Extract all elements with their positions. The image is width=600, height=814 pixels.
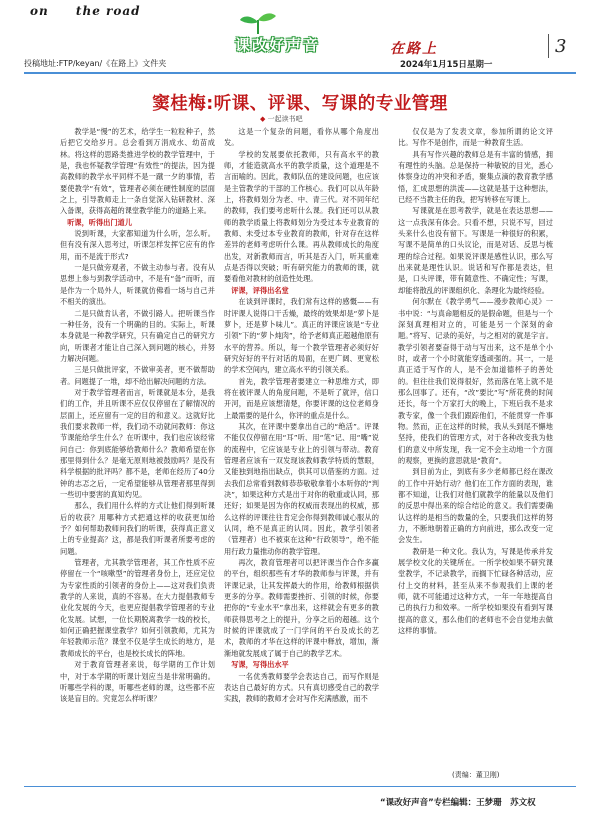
article-byline <box>260 114 303 124</box>
footer-rule <box>24 786 576 787</box>
english-logo <box>30 4 141 18</box>
submission-address: 投稿地址:FTP/keyan/《在路上》文件夹 <box>24 59 167 68</box>
page-number: 3 <box>555 36 567 57</box>
logo-word-the-road: the road <box>75 4 141 18</box>
paragraph: 具有写作兴趣的教师总是有丰富的情感，拥有理性的头脑。总是保持一种敏锐的目光，悉心体察身边的冲突和矛盾，聚集点滴的教育教学感悟，汇成思想的洪流——这就是基于这种想法，已经不当教主任的我，把写转移在写课上。 <box>398 149 553 205</box>
paragraph: 教学是“慢”的艺术，给学生一粒粒种子，然后把它交给岁月。总会看到万涓成水、幼苗成林。将这样的思路类推进学校的教学管理中，于是，我也怀疑教学管理“有效性”的提法，因为提高教师的教学水平同样不是一蹴一夕的事情，若要使教学“有效”，管理者必须在硬性制度的层面之上，引导教师走上一条自觉深入钻研教材、深入备课，获得高超的课堂教学能力的道路上来。 <box>60 127 215 216</box>
paragraph: 对于教学管理者而言，听课就是本分，是我们的工作，并且听课不应仅仅停留在了解情况的层面上，还应留有一定的目的和意义。这就好比我们要求教师一样，我们动不动就问教师：你这节课能给学生什么？在听课中，我们也应该经常问自己：你到底能够给教师什么？教师希望在你那里得到什么？是毫无原则地被鼓励吗？是没有科学根据的批评吗？都不是，老师在经历了40分钟的志忑之后，一定希望能够从管理者那里得到一些切中要害的真知灼见。 <box>60 387 215 499</box>
paragraph: 写课就是在思考教学，就是在表达思想——这一点我深有体会。只看不想，只说不写，回过头来什么也没有留下。写课是一种很好的积累，写课不是简单的口头议论，而是对话、反思与梳理的综合过程。如果说评课是感性认识，那么写出来就是理性认识。说话和写作都是表达，但是，口头评课，带有随意性、不确定性；写课，却能将散乱的评课组织化、条理化为最终经验。 <box>398 206 553 295</box>
paragraph: 这是一个复杂的问题，看你从哪个角度出发。 <box>224 127 379 148</box>
article-column-2 <box>224 126 379 705</box>
paragraph: 何尔默在《教学勇气——漫步教师心灵》一书中说：“与真命题相反的是假命题，但是与一个深刻真理相对立的，可能是另一个深刻的命题。”将写、记录的美好，与之相对的就是字言。教学引领者要奋得于动与写出来，这不是单个小时，或者一个小时就能穿透顽强的。其一，一是真正适于写作的人，是不会加道德杯子的善处的。但往往我们说得很好，然而落在笔上就不是那么回事了。还有，“改”要比“写”所花费的时间还长，每一个万家打大的晚上，下班后我不是求教专家，像一个我们跟踪他们，不能贯穿一件事物。然而，正在这样的时候，我从头到尾不懈地坚持，使我们的管理方式，对于各种改变我为他们的意义中所发现，我一定不会主动地一个方面的观察，更换的意思就是“教育”。 <box>398 297 553 465</box>
paragraph: 说到听课，大家都知道为什么听，怎么听。但有没有深入思考过，听课怎样发挥它应有的作用，而不是流于形式? <box>60 229 215 261</box>
article-column-1 <box>60 126 215 705</box>
star-icon: ◆ <box>260 115 266 123</box>
section-heading: 写课，写得出水平 <box>231 660 289 670</box>
paragraph: 二是只做肯认者，不做引路人。把听课当作一种任务，没有一个明确的目的。实际上，听课本身就是一种教学研究，只有确定自己的研究方向，听课者才能让自己深入到问题的核心，并努力解决问题。 <box>60 308 215 363</box>
issue-date: 2024年1月15日星期一 <box>400 60 493 70</box>
paragraph: 三是只做批评家，不做审美者，更不做帮助者。问题提了一堆，却不给出解决问题的方法。 <box>60 365 215 386</box>
paragraph: 再次，教育管理者可以把评课当作合作多赢的平台，组织那些有才华的教师参与评课，并有评课记录，让其发挥最大的作用，给教师根据供更多的分享。教师需要挫折、引领的时候，你要把你的“专业水平”拿出来，这样就会有更多的教师获得思考之上的提升，分享之后的超越。这个时候的评课就成了一门学问的平台及成长的艺术，教师的才华在这样的评课中释放，增加，渐渐地就发展成了属于自己的教学艺术。 <box>224 558 379 658</box>
masthead: 在路上 <box>390 41 438 57</box>
page-number-divider <box>548 34 549 58</box>
article-headline: 窦桂梅:听课、评课、写课的专业管理 <box>152 94 448 114</box>
paragraph: 教研是一种文化。我认为，写课是传承并发展学校文化的关键所在。一所学校如果不研究课堂教学，不记录教学，而搁下忙碌各种活动，应付上交的材料，甚至从来不参观我们上课的老师，就不可能通过这种方式，一年一年地提高自己的执行力和效率。一所学校如果没有看到写课提高的意义，那么他们的老师也不会自觉地去做这样的事情。 <box>398 546 553 636</box>
paragraph: 那么，我们用什么样的方式让他们得到听课后的收获？用哪种方式把通这样的收获更加给予？如何帮助教师问我们的听课，获得真正意义上的专业提高？这，都是我们听课者所要考虑的问题。 <box>60 501 215 556</box>
article-column-3 <box>398 126 553 636</box>
byline-text: 一起读书吧 <box>267 115 303 123</box>
column-editors: “课改好声音”专栏编辑：王梦珊 苏文权 <box>380 798 536 808</box>
paragraph: 管理者，尤其教学管理者，其工作性质不应停留在一个“咳嗽型”的管理者身份上，还应定位为专家性质的引领者的身份上——这对我们负责教学的人来说，真的不容易。在大力提倡教师专业化发展的今天，也更应提倡教学管理者的专业化发展。试想，一位长期脱离教学一线的校长，如何正确把握课堂教学？如何引领教师，尤其为年轻教师示范？课堂不仅是学生成长的地方，是教师成长的平台，也是校长成长的阵地。 <box>60 558 215 658</box>
header-rule <box>24 72 576 74</box>
paragraph: 到目前为止，到底有多少老师都已经在课改的工作中开始行动？他们在工作方面的表现，谁都不知道，让我们对他们就教学的能量以及他们的反思中得出来的综合结论的意义。我们需要确认这样的是相当的数量的全，只要我们这样的努力，不断地朝着正确的方向前进，那么改变一定会发生。 <box>398 467 553 545</box>
sprout-icon <box>238 10 278 34</box>
paragraph: 在谈到评课时，我们常有这样的感慨——有时评课人说得口干舌燥，最终的效果却是“萝卜是萝卜，还是萝卜味儿”。真正的评课应该是“专业引领”下的“萝卜炖肉”，给予老师真正超越他原有水平的营养。所以，每一个教学管理者必须好好研究好好的平行对话的局面，在更广阔、更宽松的学术空间内，建立高水平的引领关系。 <box>224 297 379 375</box>
paragraph: 一是只做旁观者，不做主动参与者。没有从思想上参与到教学活动中，不是有“备”而听，而是作为一个局外人，听课就仿佛看一场与自己并不相关的演出。 <box>60 263 215 307</box>
page-header <box>0 0 600 78</box>
column-title: 课改好声音 <box>235 36 321 54</box>
section-heading: 评课，评得出名堂 <box>231 285 289 295</box>
paragraph: 一名优秀教师要学会表达自己，而写作则是表达自己最好的方式。只有真切感受自己的教学实践，教师的教师才会对写作充满感激，而不 <box>224 671 379 704</box>
paragraph: 对于教育管理者来说，每学期的工作计划中，对于本学期的听课计划应当是非常明确的。听哪些学科的课，听哪些老师的课，这些都不应该是盲目的。究竟怎么样听课？ <box>60 660 215 704</box>
editor-credit: (责编：董卫刚) <box>452 771 500 779</box>
paragraph: 仅仅是为了发表文章，参加所谓的论文评比。写作不是创作，而是一种教育生活。 <box>398 127 553 148</box>
logo-word-on: on <box>30 4 49 18</box>
paragraph: 学校的发展要依托教师，只有高水平的教师，才能造就高水平的教学质量，这个道理是不言而喻的。因此，教师队伍的建设问题，也应该是主管教学的干部的工作核心。我们可以从年龄上，将教师划分为老、中、青三代。对不同年纪的教师，我们要考虑听什么课。我们还可以从教师的教学质量上将教师划分为受过本专业教育的教师、未受过本专业教育的教师，针对存在这样差异的老师考虑听什么课。再从教师成长的角度出发，对新教师而言，听其是否入门，听其重难点是否得以突破；听有研究能力的教师的课，就要看他对教材的创造性处理。 <box>224 149 379 284</box>
paragraph: 首先，教学管理者要建立一种思维方式，即将在被评课人的角度问题，不是听了就评，信口开河，而是应该想清楚，你要评课的这位老师身上最需要的是什么，你评的重点是什么。 <box>224 376 379 420</box>
section-heading: 听课，听得出门道儿 <box>67 217 132 227</box>
paragraph: 其次，在评课中要拿出自己的“绝活”。评课不能仅仅停留在用“耳”听、用“笔”记、用“嘴”说的流程中，它应该是专业上的引领与带动。教育管理者应该有一双发现该教师教学特质的慧眼，又能独到地指出缺点，供其可以借鉴的方面。过去我们总常看到教师恭恭敬敬拿着小本听你的“判决”，如果这种方式是出于对你的敬重或认同，那还好；如果是因为你的权威而表现出的权威，那么这样的评课往往肯定会你得到教师诚心服从的认同，绝不是真正的认同。因此，教学引领者（管理者）也不被束在这种“行政领导”，绝不能用行政力量推动你的教学管理。 <box>224 421 379 556</box>
